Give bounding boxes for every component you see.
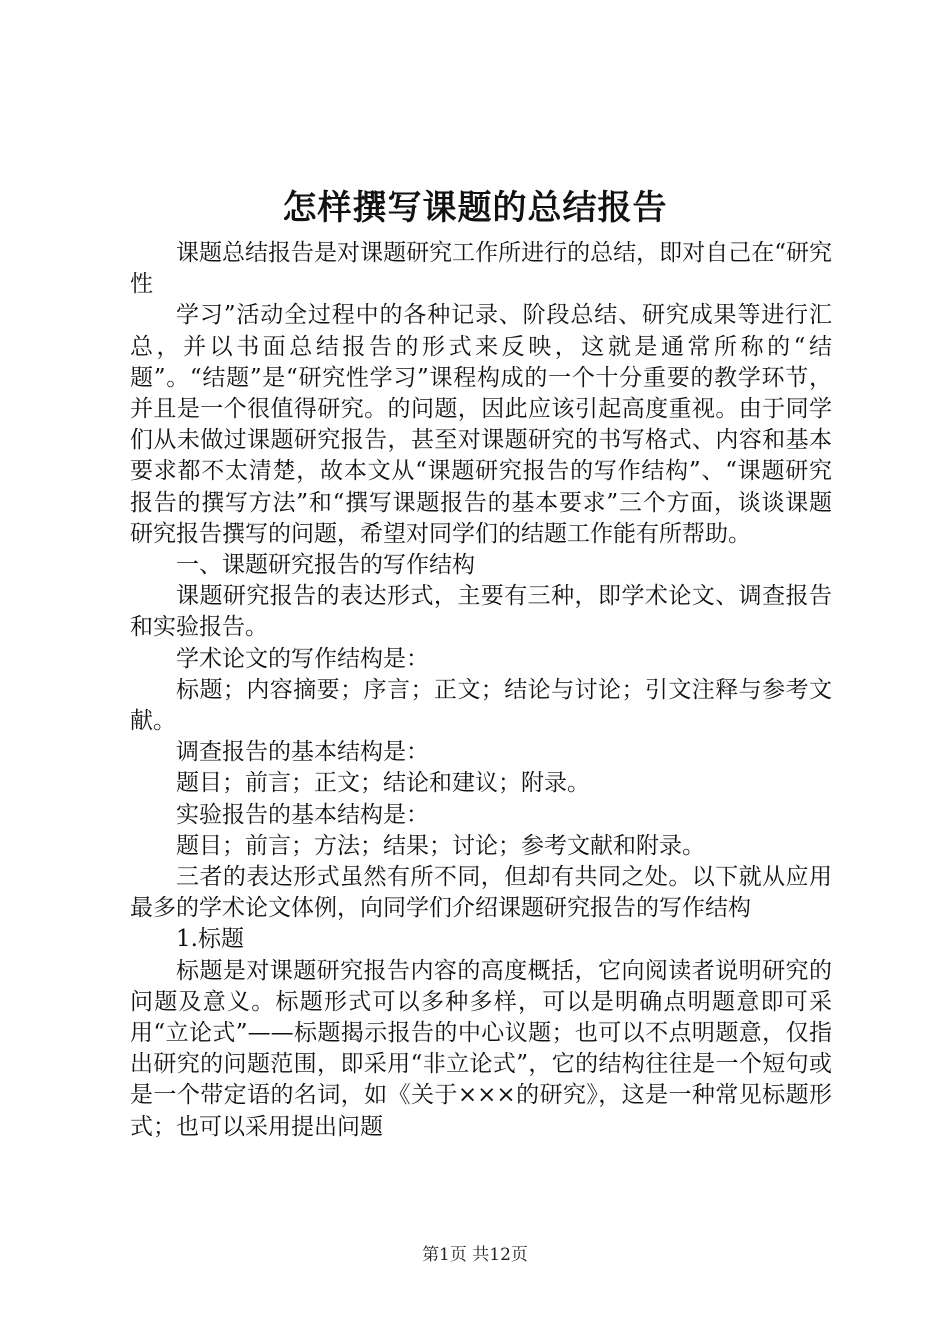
document-title: 怎样撰写课题的总结报告 xyxy=(282,188,668,228)
paragraph: 标题；内容摘要；序言；正文；结论与讨论；引文注释与参考文献。 xyxy=(130,676,832,735)
paragraph: 标题是对课题研究报告内容的高度概括，它向阅读者说明研究的问题及意义。标题形式可以多种多样，可以是明确点明题意即可采用“立论式”——标题揭示报告的中心议题；也可以不点明题意，仅指出研究的问题范围，即采用“非立论式”，它的结构往往是一个短句或是一个带定语的名词，如《关于×××的研究》，这是一种常见标题形式；也可以采用提出问题 xyxy=(130,957,832,1140)
paragraph: 学术论文的写作结构是： xyxy=(176,645,429,672)
paragraph: 调查报告的基本结构是： xyxy=(176,739,429,766)
section-heading: 一、课题研究报告的写作结构 xyxy=(176,552,475,579)
paragraph: 学习”活动全过程中的各种记录、阶段总结、研究成果等进行汇总，并以书面总结报告的形式来反映，这就是通常所称的“结题”。“结题”是“研究性学习”课程构成的一个十分重要的教学环节，并且是一个很值得研究。的问题，因此应该引起高度重视。由于同学们从未做过课题研究报告，甚至对课题研究的书写格式、内容和基本要求都不太清楚，故本文从“课题研究报告的写作结构”、“课题研究报告的撰写方法”和“撰写课题报告的基本要求”三个方面，谈谈课题研究报告撰写的问题，希望对同学们的结题工作能有所帮助。 xyxy=(130,302,832,547)
paragraph: 课题总结报告是对课题研究工作所进行的总结，即对自己在“研究性 xyxy=(130,240,832,298)
page-footer: 第1页 共12页 xyxy=(422,1245,528,1265)
paragraph: 实验报告的基本结构是： xyxy=(176,801,429,828)
paragraph: 题目；前言；方法；结果；讨论；参考文献和附录。 xyxy=(176,832,705,859)
paragraph: 题目；前言；正文；结论和建议；附录。 xyxy=(176,770,590,797)
paragraph: 三者的表达形式虽然有所不同，但却有共同之处。以下就从应用最多的学术论文体例，向同学们介绍课题研究报告的写作结构 xyxy=(130,864,832,922)
paragraph: 课题研究报告的表达形式，主要有三种，即学术论文、调查报告和实验报告。 xyxy=(130,583,832,641)
subsection-heading: 1.标题 xyxy=(176,926,244,953)
document-body xyxy=(130,238,832,1143)
